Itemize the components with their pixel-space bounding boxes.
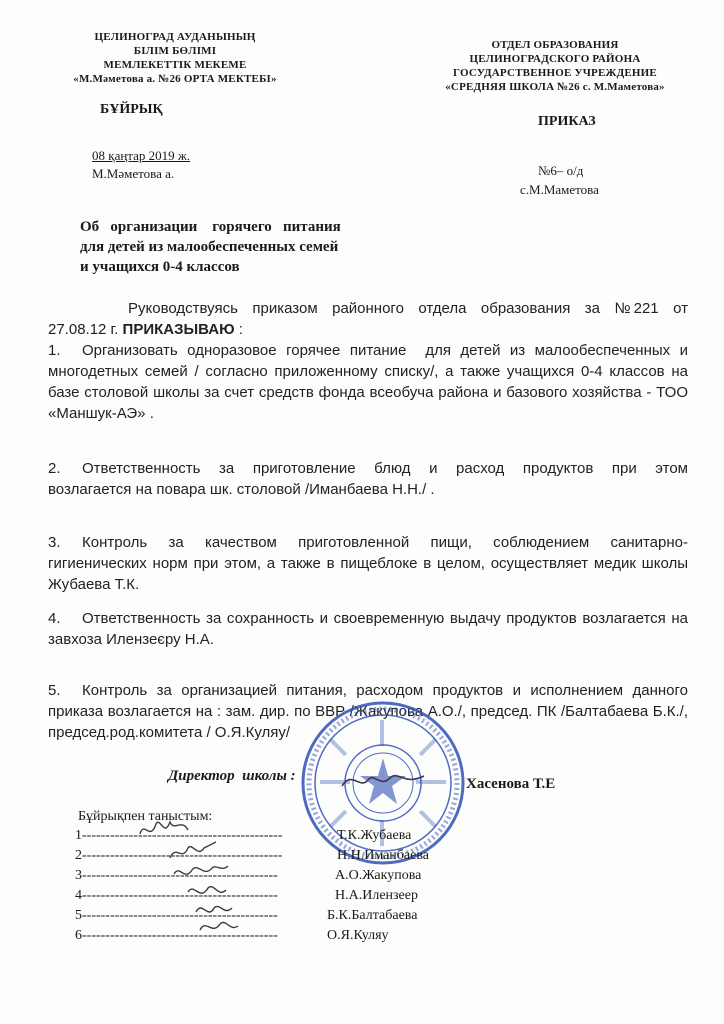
order-item-1 <box>48 340 693 424</box>
ack-dashes: ------------------------------------------ <box>82 868 278 883</box>
header-left-line1: ЦЕЛИНОГРАД АУДАНЫНЫҢ <box>94 31 256 43</box>
intro-text: Руководствуясь приказом районного отдела образования за №221 от 27.08.12 г. <box>48 300 693 338</box>
topic-line2: для детей из малообеспеченных семей <box>80 239 339 255</box>
ack-name: Т.К.Жубаева <box>337 828 412 843</box>
header-right-line3: ГОСУДАРСТВЕННОЕ УЧРЕЖДЕНИЕ <box>453 67 657 79</box>
ack-dashes: ------------------------------------------- <box>82 848 283 863</box>
order-number: №6– о/д <box>538 163 584 178</box>
ack-dashes: ------------------------------------------- <box>82 828 283 843</box>
header-right-line2: ЦЕЛИНОГРАДСКОГО РАЙОНА <box>469 53 641 65</box>
director-name: Хасенова Т.Е <box>466 776 556 792</box>
ack-num: 3 <box>75 868 82 883</box>
item-text: Контроль за качеством приготовленной пищи, соблюдением санитарно-гигиенических норм при этом, а также в пищеблоке в целом, осуществляет медик школы Жубаева Т.К. <box>48 534 693 593</box>
ack-dashes: ------------------------------------------ <box>82 908 278 923</box>
header-left-line3: МЕМЛЕКЕТТІК МЕКЕМЕ <box>103 59 247 71</box>
place-kz: М.Мәметова а. <box>92 166 175 181</box>
item-number: 3. <box>48 534 61 551</box>
header-right <box>420 38 690 94</box>
topic-line3: и учащихся 0-4 классов <box>80 259 240 275</box>
topic-line1: Об организации горячего питания <box>80 219 341 235</box>
doc-type-ru: ПРИКАЗ <box>538 114 596 129</box>
item-number: 5. <box>48 682 61 699</box>
ack-num: 6 <box>75 928 82 943</box>
order-item-3 <box>48 532 693 595</box>
doc-type-kz: БҰЙРЫҚ <box>100 102 163 117</box>
ack-name: Н.А.Илензеер <box>335 888 418 903</box>
place-ru: с.М.Маметова <box>520 182 599 197</box>
ack-num: 4 <box>75 888 82 903</box>
ack-num: 5 <box>75 908 82 923</box>
ack-name: О.Я.Куляу <box>327 928 389 943</box>
intro-tail: : <box>234 321 243 338</box>
intro-paragraph <box>48 298 693 340</box>
ack-dashes: ------------------------------------------ <box>82 888 278 903</box>
order-topic <box>80 217 400 277</box>
order-word: ПРИКАЗЫВАЮ <box>122 321 235 338</box>
header-right-line1: ОТДЕЛ ОБРАЗОВАНИЯ <box>491 39 619 51</box>
director-label: Директор школы : <box>168 768 296 784</box>
ack-num: 1 <box>75 828 82 843</box>
header-left-line2: БІЛІМ БӨЛІМІ <box>133 45 217 57</box>
item-text: Организовать одноразовое горячее питание для детей из малообеспеченных и многодетных семей / согласно приложенному списку/, а также учащихся 0-4 классов на базе столовой школы за счет средств фонда всеобуча района и базового хозяйства - ТОО «Маншук-АЭ» . <box>48 342 693 422</box>
item-text: Контроль за организацией питания, расходом продуктов и исполнением данного приказа возлагается на : зам. дир. по ВВР /Жакупова А.О./, председ. ПК /Балтабаева Б.К./, председ.род.комитета / О.Я.Куляу/ <box>48 682 688 741</box>
header-left <box>40 30 310 86</box>
item-text: Ответственность за приготовление блюд и расход продуктов при этом возлагается на повара шк. столовой /Иманбаева Н.Н./ . <box>48 460 693 498</box>
header-left-line4: «М.Мәметова а. №26 ОРТА МЕКТЕБІ» <box>73 73 277 85</box>
item-text: Ответственность за сохранность и своевременную выдачу продуктов возлагается на завхоза Илензеєру Н.А. <box>48 610 688 648</box>
ack-num: 2 <box>75 848 82 863</box>
header-right-line4: «СРЕДНЯЯ ШКОЛА №26 с. М.Маметова» <box>445 81 665 93</box>
order-item-4 <box>48 608 688 650</box>
item-number: 2. <box>48 460 61 477</box>
item-number: 1. <box>48 342 61 359</box>
ack-dashes: ------------------------------------------ <box>82 928 278 943</box>
ack-name: А.О.Жакупова <box>335 868 422 883</box>
ack-signatures <box>130 812 270 942</box>
ack-title: Бұйрықпен таныстым: <box>78 809 213 824</box>
item-number: 4. <box>48 610 61 627</box>
director-signature <box>338 766 428 796</box>
ack-name: Н.Н.Иманбаева <box>337 848 429 863</box>
ack-name: Б.К.Балтабаева <box>327 908 418 923</box>
order-date: 08 қаңтар 2019 ж. <box>92 148 191 163</box>
order-item-2 <box>48 458 693 500</box>
